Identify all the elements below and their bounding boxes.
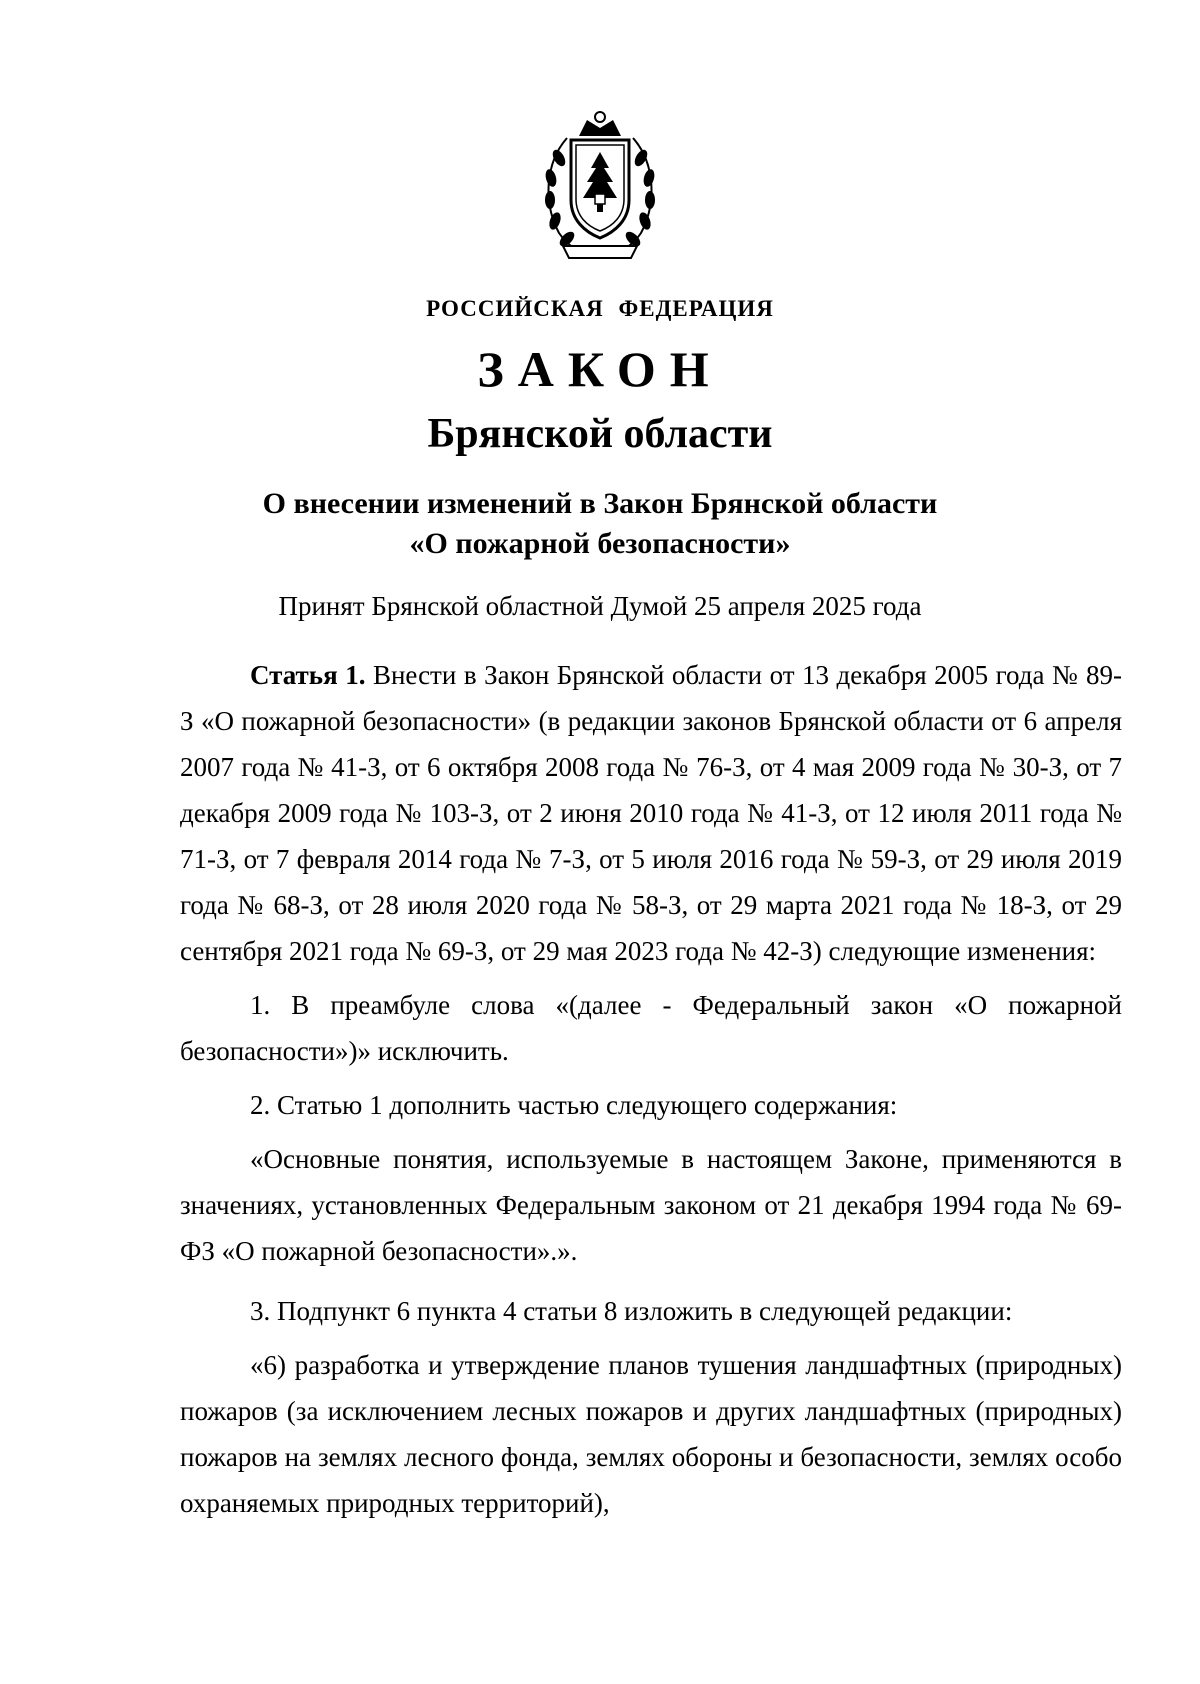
item-1: 1. В преамбуле слова «(далее - Федеральный закон «О пожарной безопасности»)» исключить. [180,990,1122,1066]
item-3: 3. Подпункт 6 пункта 4 статьи 8 изложить в следующей редакции: [250,1296,1013,1326]
coat-of-arms-icon [537,108,663,263]
item-2: 2. Статью 1 дополнить частью следующего содержания: [250,1090,898,1120]
document-type: ЗАКОН [477,341,723,397]
law-title-line-1: О внесении изменений в Закон Брянской области [262,487,938,520]
region-name: Брянской области [427,411,773,457]
article-heading: Статья 1. [250,660,366,690]
article-1-paragraph [180,652,1122,974]
country-name: РОССИЙСКАЯ ФЕДЕРАЦИЯ [426,296,774,321]
item-3-quote: «6) разработка и утверждение планов тушения ландшафтных (природных) пожаров (за исключением лесных пожаров и других ландшафтных (природных) пожаров на землях лесного фонда, землях обороны и безопасности, землях особо охраняемых природных территорий), [180,1350,1122,1518]
item-2-quote: «Основные понятия, используемые в настоящем Законе, применяются в значениях, установленных Федеральным законом от 21 декабря 1994 года № 69-ФЗ «О пожарной безопасности».». [180,1144,1122,1266]
law-title-line-2: «О пожарной безопасности» [409,527,791,560]
article-intro-text: Внести в Закон Брянской области от 13 декабря 2005 года № 89-З «О пожарной безопасности» (в редакции законов Брянской области от 6 апреля 2007 года № 41-З, от 6 октября 2008 года № 76-З, от 4 мая 2009 года № 30-З, от 7 декабря 2009 года № 103-З, от 2 июня 2010 года № 41-З, от 12 июля 2011 года № 71-З, от 7 февраля 2014 года № 7-З, от 5 июля 2016 года № 59-З, от 29 июля 2019 года № 68-З, от 28 июля 2020 года № 58-З, от 29 марта 2021 года № 18-З, от 29 сентября 2021 года № 69-З, от 29 мая 2023 года № 42-З) следующие изменения: [180,660,1123,966]
adoption-note: Принят Брянской областной Думой 25 апреля 2025 года [278,591,922,621]
law-body [180,652,1122,1526]
